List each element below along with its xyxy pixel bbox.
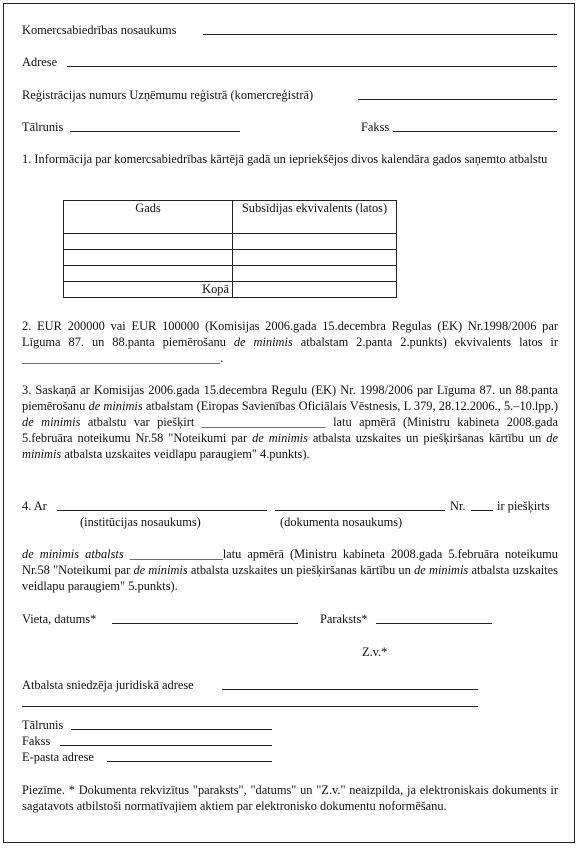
table-row: [64, 250, 397, 266]
table-cell[interactable]: [233, 266, 397, 282]
institution-field[interactable]: [57, 510, 267, 511]
provider-email-label: E-pasta adrese: [22, 750, 94, 764]
table-cell[interactable]: [64, 250, 233, 266]
legal-address-field-2[interactable]: [22, 706, 478, 707]
legal-address-field[interactable]: [222, 689, 478, 690]
table-cell[interactable]: [233, 250, 397, 266]
table-row: [64, 234, 397, 250]
document-field[interactable]: [275, 510, 445, 511]
registration-field[interactable]: [358, 99, 557, 100]
table-total-label: Kopā: [64, 282, 233, 298]
document-caption: (dokumenta nosaukums): [280, 515, 403, 529]
provider-phone-field[interactable]: [71, 729, 272, 730]
table-total-row: [64, 282, 397, 298]
signature-field[interactable]: [376, 623, 492, 624]
table-header-year: Gads: [64, 201, 233, 234]
subsidy-table: [63, 200, 397, 298]
section-2-text: 2. EUR 200000 vai EUR 100000 (Komisijas 2006.gada 15.decembra Regulas (EK) Nr.1998/2006 par Līguma 87. un 88.panta piemērošanu de minimis atbalstam 2.panta 2.punkts) ekvivalents latos ir ________________________________.: [22, 319, 558, 365]
section-1-text: 1. Informācija par komercsabiedrības kārtējā gadā un iepriekšējos divos kalendāra gados saņemto atbalstu: [22, 152, 548, 166]
place-date-label: Vieta, datums*: [22, 612, 97, 626]
provider-phone-label: Tālrunis: [22, 718, 64, 732]
table-total-cell[interactable]: [233, 282, 397, 298]
phone-field[interactable]: [70, 131, 240, 132]
place-date-field[interactable]: [112, 623, 298, 624]
phone-label: Tālrunis: [22, 120, 64, 134]
company-name-label: Komercsabiedrības nosaukums: [22, 23, 177, 37]
company-name-field[interactable]: [203, 34, 557, 35]
legal-address-label: Atbalsta sniedzēja juridiskā adrese: [22, 678, 194, 692]
footnote: Piezīme. * Dokumenta rekvizītus "paraksts", "datums" un "Z.v." neaizpilda, ja elektroniskais dokuments ir sagatavots atbilstoši normatīvajiem aktiem par elektronisko dokumentu noformēšanu.: [22, 783, 558, 813]
registration-label: Reģistrācijas numurs Uzņēmumu reģistrā (komercreģistrā): [22, 88, 314, 102]
nr-label: Nr.: [450, 499, 466, 513]
section-4-prefix: 4. Ar: [22, 499, 47, 513]
fax-field[interactable]: [393, 131, 557, 132]
section-3-text: 3. Saskaņā ar Komisijas 2006.gada 15.decembra Regulu (EK) Nr. 1998/2006 par Līguma 87. un 88.panta piemērošanu de minimis atbalstam (Eiropas Savienības Oficiālais Vēstnesis, L 379, 28.12.2006., 5.–10.lpp.) de minimis atbalstu var piešķirt ____________________ latu apmērā (Ministru kabineta 2008.gada 5.februāra noteikumu Nr.58 "Noteikumi par de minimis atbalsta uzskaites un piešķiršanas kārtību un de minimis atbalsta uzskaites veidlapu paraugiem" 4.punkts).: [22, 383, 558, 461]
table-cell[interactable]: [233, 234, 397, 250]
provider-email-field[interactable]: [107, 761, 272, 762]
provider-fax-label: Fakss: [22, 734, 51, 748]
section-4-text: de minimis atbalsts _______________latu apmērā (Ministru kabineta 2008.gada 5.februāra noteikumu Nr.58 "Noteikumi par de minimis atbalsta uzskaites un piešķiršanas kārtību un de minimis atbalsta uzskaites veidlapu paraugiem" 5.punkts).: [22, 547, 558, 593]
table-cell[interactable]: [64, 266, 233, 282]
signature-label: Paraksts*: [320, 612, 368, 626]
provider-fax-field[interactable]: [60, 745, 272, 746]
table-row: [64, 266, 397, 282]
fax-label: Fakss: [361, 120, 390, 134]
address-field[interactable]: [67, 66, 557, 67]
seal-label: Z.v.*: [362, 645, 388, 659]
institution-caption: (institūcijas nosaukums): [80, 515, 201, 529]
table-cell[interactable]: [64, 234, 233, 250]
address-label: Adrese: [22, 55, 58, 69]
table-header-subsidy: Subsīdijas ekvivalents (latos): [233, 201, 397, 234]
nr-field[interactable]: [471, 510, 493, 511]
granted-label: ir piešķirts: [497, 499, 550, 513]
